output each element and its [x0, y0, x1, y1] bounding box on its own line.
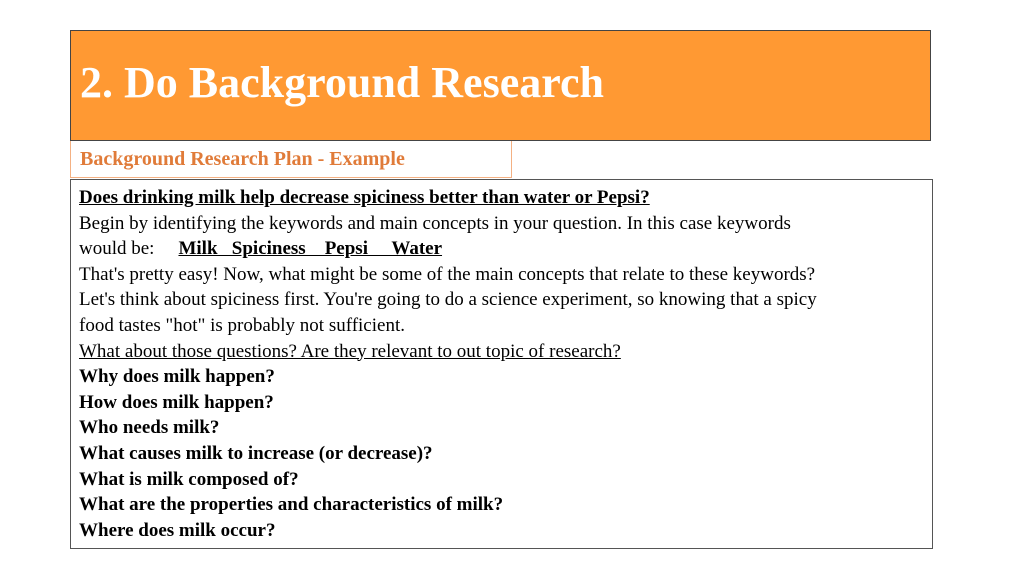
keywords-prefix: would be: [79, 238, 155, 260]
question-item: What is milk composed of? [79, 468, 299, 490]
question-item: How does milk happen? [79, 391, 274, 413]
keywords-line [79, 236, 924, 262]
content-box [70, 179, 933, 549]
question-item: What are the properties and characteristics of milk? [79, 494, 504, 516]
paragraph-line: food tastes "hot" is probably not sufficient. [79, 314, 405, 336]
slide-subtitle: Background Research Plan - Example [80, 148, 405, 170]
relevance-question: What about those questions? Are they relevant to out topic of research? [79, 340, 621, 362]
keywords: Milk Spiciness Pepsi Water [178, 238, 443, 260]
slide-title: 2. Do Background Research [80, 58, 604, 107]
paragraph-line: That's pretty easy! Now, what might be some of the main concepts that relate to these keywords? [79, 263, 816, 285]
question-item: What causes milk to increase (or decrease)? [79, 442, 433, 464]
paragraph-line: Let's think about spiciness first. You're going to do a science experiment, so knowing that a spicy [79, 289, 817, 311]
content-body [79, 185, 924, 543]
title-bar [70, 30, 931, 141]
research-question: Does drinking milk help decrease spiciness better than water or Pepsi? [79, 187, 650, 208]
question-item: Why does milk happen? [79, 366, 275, 388]
paragraph-line: Begin by identifying the keywords and main concepts in your question. In this case keywords [79, 212, 791, 234]
question-item: Who needs milk? [79, 417, 220, 439]
subtitle-box [70, 141, 512, 178]
question-item: Where does milk occur? [79, 519, 276, 541]
